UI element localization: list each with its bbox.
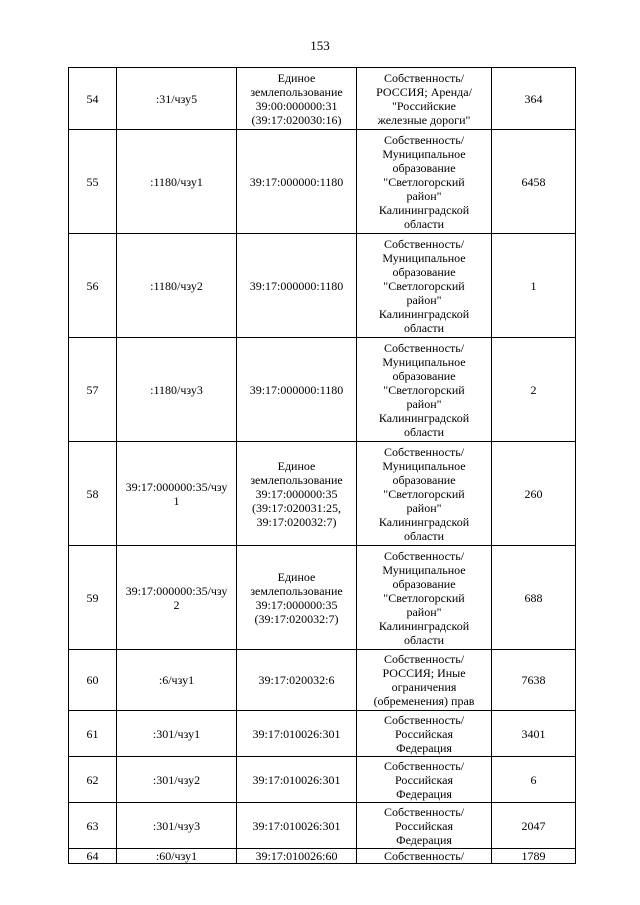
- row-number-text: 62: [86, 772, 99, 787]
- row-number-text: 54: [86, 91, 99, 106]
- area-value-text: 7638: [521, 673, 546, 687]
- parcel-part-id: [117, 442, 237, 546]
- parcel-part-id-text: :301/чзу3: [152, 818, 201, 833]
- parcel-part-id: [117, 130, 237, 234]
- rights-holder: [357, 757, 492, 803]
- cadastral-number: [237, 803, 357, 849]
- cadastral-number: [237, 130, 357, 234]
- cadastral-number: [237, 711, 357, 757]
- row-number: [69, 650, 117, 711]
- area-value-text: 6458: [521, 174, 546, 189]
- land-parcels-table: [68, 67, 576, 864]
- area-value: [492, 442, 576, 546]
- table-row: [69, 849, 576, 864]
- row-number: [69, 803, 117, 849]
- area-value-text: 364: [524, 91, 543, 106]
- parcel-part-id: [117, 234, 237, 338]
- parcel-part-id: [117, 338, 237, 442]
- parcel-part-id: [117, 803, 237, 849]
- area-value-text: 1: [530, 278, 537, 293]
- parcel-part-id: [117, 849, 237, 864]
- cadastral-number: [237, 68, 357, 130]
- row-number-text: 59: [86, 590, 99, 605]
- parcel-part-id-text: :301/чзу2: [152, 772, 201, 787]
- rights-holder: [357, 650, 492, 711]
- rights-holder: [357, 849, 492, 864]
- cadastral-number: [237, 338, 357, 442]
- area-value-text: 260: [524, 486, 543, 501]
- row-number-text: 56: [86, 278, 99, 293]
- area-value: [492, 650, 576, 711]
- parcel-part-id-text: :60/чзу1: [155, 849, 198, 863]
- rights-holder-text: Собственность/ РОССИЯ; Аренда/ "Российские железные дороги": [376, 70, 472, 127]
- parcel-part-id: [117, 711, 237, 757]
- rights-holder: [357, 442, 492, 546]
- area-value: [492, 130, 576, 234]
- area-value: [492, 338, 576, 442]
- parcel-part-id-text: :6/чзу1: [158, 673, 195, 687]
- cadastral-number-text: Единое землепользование 39:00:000000:31 (39:17:020030:16): [250, 70, 343, 127]
- row-number-text: 61: [86, 726, 99, 741]
- cadastral-number-text: 39:17:010026:301: [252, 818, 341, 833]
- cadastral-number-text: 39:17:010026:301: [252, 726, 341, 741]
- area-value-text: 3401: [521, 726, 546, 741]
- parcel-part-id-text: :301/чзу1: [152, 726, 201, 741]
- row-number-text: 64: [86, 849, 99, 863]
- area-value-text: 1789: [521, 849, 546, 863]
- table-row: [69, 711, 576, 757]
- cadastral-number: [237, 650, 357, 711]
- table-row: [69, 442, 576, 546]
- area-value-text: 6: [530, 772, 537, 787]
- row-number-text: 60: [86, 673, 99, 687]
- row-number-text: 57: [86, 382, 99, 397]
- cadastral-number-text: 39:17:010026:301: [252, 772, 341, 787]
- parcel-part-id-text: :1180/чзу1: [150, 174, 203, 189]
- table-row: [69, 803, 576, 849]
- table-row: [69, 234, 576, 338]
- cadastral-number: [237, 234, 357, 338]
- parcel-part-id: [117, 757, 237, 803]
- row-number: [69, 338, 117, 442]
- table-row: [69, 130, 576, 234]
- cadastral-number-text: 39:17:000000:1180: [249, 382, 344, 397]
- row-number-text: 58: [86, 486, 99, 501]
- parcel-part-id-text: 39:17:000000:35/чзу 2: [125, 583, 228, 612]
- row-number: [69, 68, 117, 130]
- table-row: [69, 650, 576, 711]
- cadastral-number: [237, 757, 357, 803]
- page-number: 153: [310, 38, 330, 53]
- parcel-part-id-text: :1180/чзу3: [150, 382, 203, 397]
- area-value: [492, 68, 576, 130]
- rights-holder: [357, 546, 492, 650]
- row-number-text: 63: [86, 818, 99, 833]
- cadastral-number-text: 39:17:020032:6: [258, 673, 335, 687]
- rights-holder-text: Собственность/: [383, 849, 465, 863]
- cadastral-number-text: Единое землепользование 39:17:000000:35 (39:17:020032:7): [250, 569, 343, 626]
- parcel-part-id-text: :31/чзу5: [155, 91, 198, 106]
- row-number: [69, 546, 117, 650]
- cadastral-number-text: 39:17:000000:1180: [249, 278, 344, 293]
- row-number: [69, 130, 117, 234]
- row-number: [69, 711, 117, 757]
- rights-holder-text: Собственность/ Российская Федерация: [383, 712, 465, 755]
- area-value: [492, 546, 576, 650]
- parcel-part-id: [117, 68, 237, 130]
- parcel-part-id-text: :1180/чзу2: [150, 278, 203, 293]
- table-row: [69, 757, 576, 803]
- row-number-text: 55: [86, 174, 99, 189]
- rights-holder-text: Собственность/ Муниципальное образование "Светлогорский район" Калининградской области: [378, 444, 470, 543]
- table-row: [69, 546, 576, 650]
- area-value: [492, 234, 576, 338]
- rights-holder-text: Собственность/ РОССИЯ; Иные ограничения (обременения) прав: [373, 652, 475, 708]
- area-value-text: 2047: [521, 818, 546, 833]
- table-row: [69, 338, 576, 442]
- rights-holder: [357, 711, 492, 757]
- row-number: [69, 757, 117, 803]
- rights-holder: [357, 130, 492, 234]
- cadastral-number-text: 39:17:010026:60: [255, 849, 338, 863]
- rights-holder-text: Собственность/ Муниципальное образование "Светлогорский район" Калининградской области: [378, 548, 470, 647]
- cadastral-number-text: Единое землепользование 39:17:000000:35 (39:17:020031:25, 39:17:020032:7): [250, 458, 343, 529]
- rights-holder-text: Собственность/ Муниципальное образование "Светлогорский район" Калининградской области: [378, 132, 470, 231]
- rights-holder-text: Собственность/ Российская Федерация: [383, 758, 465, 801]
- table-row: [69, 68, 576, 130]
- rights-holder: [357, 234, 492, 338]
- area-value-text: 688: [524, 590, 543, 605]
- parcel-part-id-text: 39:17:000000:35/чзу 1: [125, 479, 228, 508]
- area-value: [492, 711, 576, 757]
- area-value: [492, 803, 576, 849]
- rights-holder-text: Собственность/ Муниципальное образование "Светлогорский район" Калининградской области: [378, 340, 470, 439]
- cadastral-number: [237, 442, 357, 546]
- row-number: [69, 442, 117, 546]
- rights-holder-text: Собственность/ Муниципальное образование "Светлогорский район" Калининградской области: [378, 236, 470, 335]
- area-value: [492, 757, 576, 803]
- cadastral-number: [237, 849, 357, 864]
- row-number: [69, 849, 117, 864]
- row-number: [69, 234, 117, 338]
- rights-holder-text: Собственность/ Российская Федерация: [383, 804, 465, 847]
- parcel-part-id: [117, 546, 237, 650]
- cadastral-number-text: 39:17:000000:1180: [249, 174, 344, 189]
- area-value: [492, 849, 576, 864]
- area-value-text: 2: [530, 382, 537, 397]
- rights-holder: [357, 68, 492, 130]
- cadastral-number: [237, 546, 357, 650]
- parcel-part-id: [117, 650, 237, 711]
- rights-holder: [357, 803, 492, 849]
- rights-holder: [357, 338, 492, 442]
